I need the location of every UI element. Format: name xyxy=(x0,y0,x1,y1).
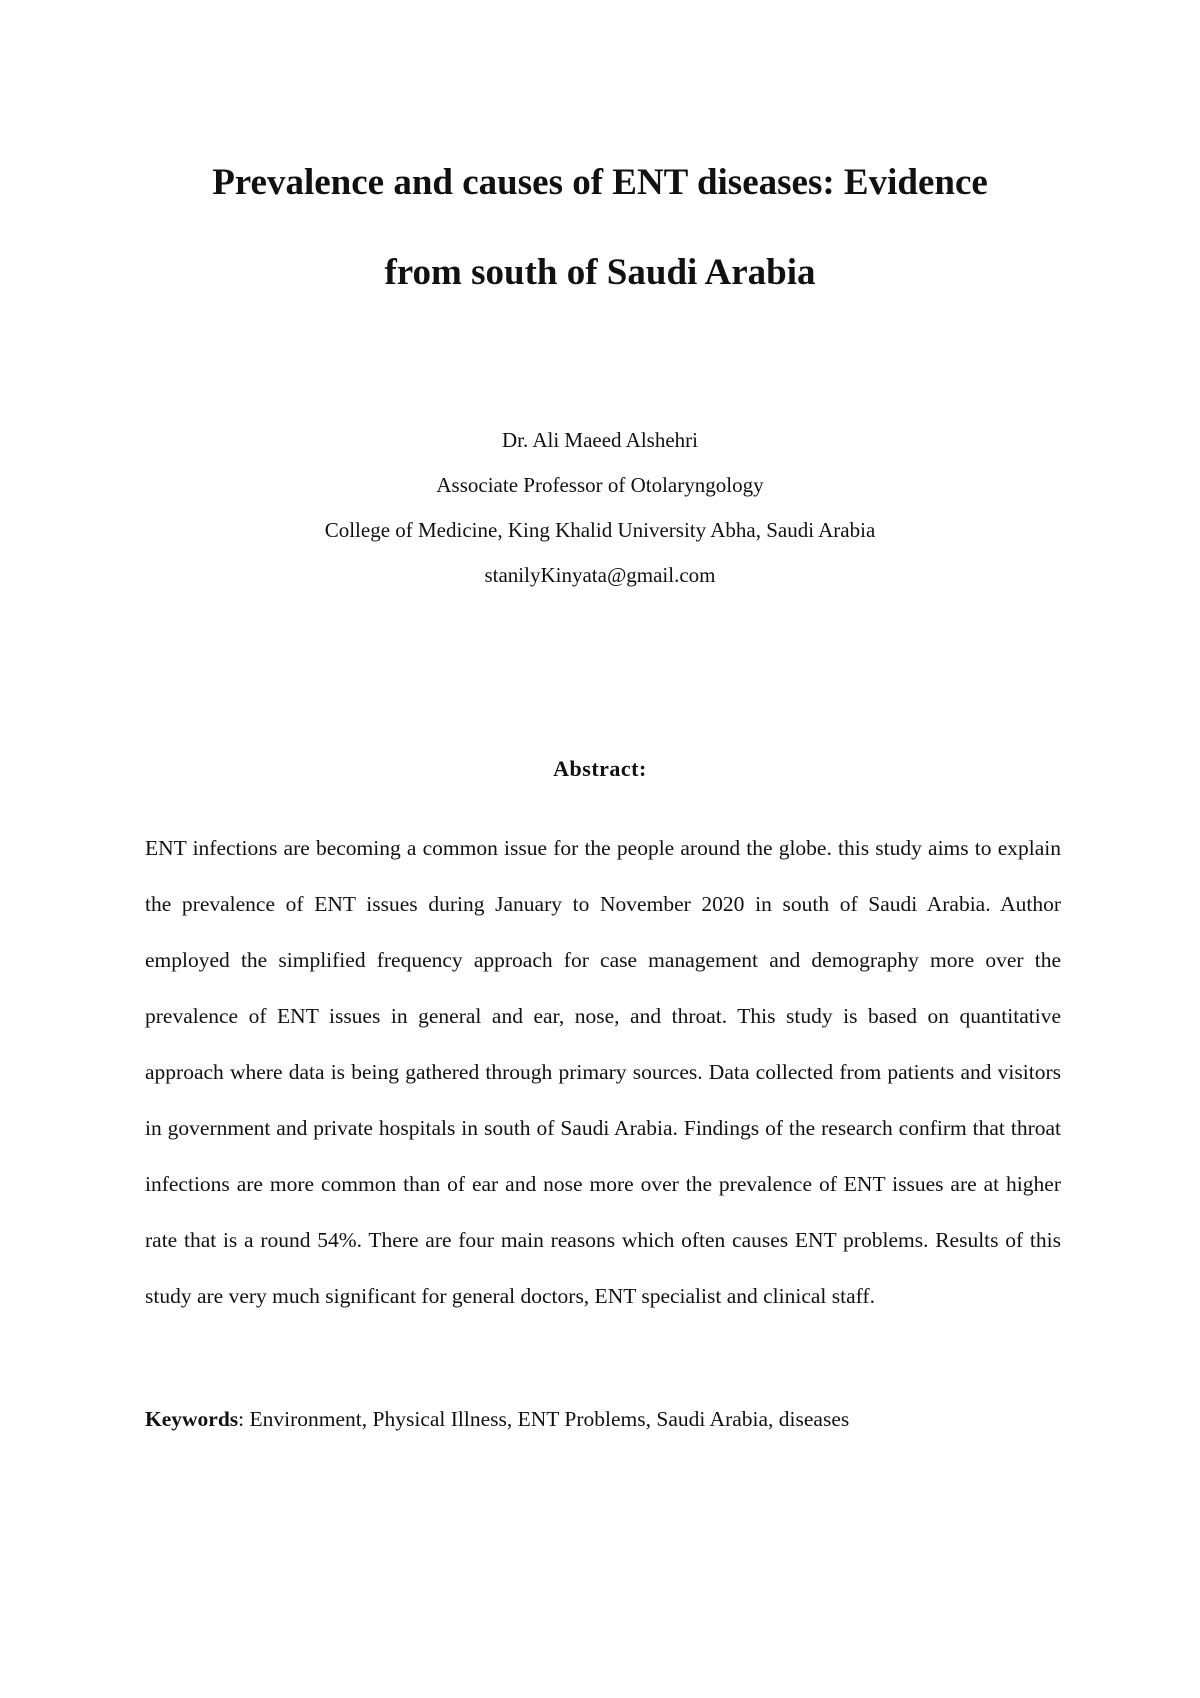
author-affiliation: College of Medicine, King Khalid University Abha, Saudi Arabia xyxy=(324,518,876,542)
author-position: Associate Professor of Otolaryngology xyxy=(436,473,764,497)
keywords-line xyxy=(145,1399,1061,1439)
paper-title-line-1: Prevalence and causes of ENT diseases: Evidence xyxy=(212,162,988,203)
author-name: Dr. Ali Maeed Alshehri xyxy=(502,428,698,452)
author-email: stanilyKinyata@gmail.com xyxy=(484,563,716,587)
keywords-values: : Environment, Physical Illness, ENT Problems, Saudi Arabia, diseases xyxy=(238,1407,850,1431)
keywords-label: Keywords xyxy=(145,1407,239,1431)
abstract-text: ENT infections are becoming a common issue for the people around the globe. this study aims to explain the prevalence of ENT issues during January to November 2020 in south of Saudi Arabia. Author employed the simplified frequency approach for case management and demography more over the prevalence of ENT issues in general and ear, nose, and throat. This study is based on quantitative approach where data is being gathered through primary sources. Data collected from patients and visitors in government and private hospitals in south of Saudi Arabia. Findings of the research confirm that throat infections are more common than of ear and nose more over the prevalence of ENT issues are at higher rate that is a round 54%. There are four main reasons which often causes ENT problems. Results of this study are very much significant for general doctors, ENT specialist and clinical staff. xyxy=(145,836,1061,1308)
author-block xyxy=(150,418,1050,598)
paper-title-line-2: from south of Saudi Arabia xyxy=(384,252,816,293)
abstract-heading: Abstract: xyxy=(553,756,647,781)
paper-title xyxy=(150,138,1050,318)
